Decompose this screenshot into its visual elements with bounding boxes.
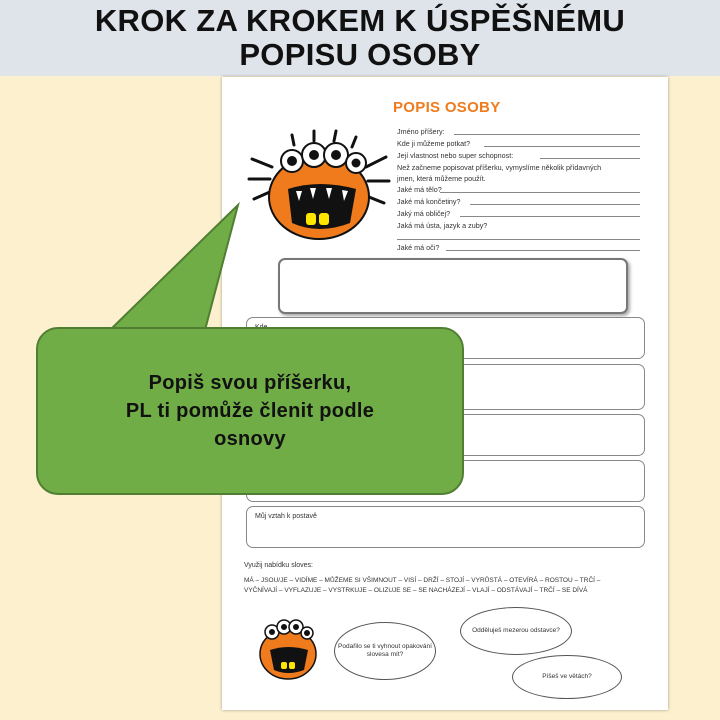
question-limbs: Jaké má končetiny? <box>397 197 461 206</box>
worksheet-title: POPIS OSOBY <box>393 99 501 116</box>
question-adjectives: Než začneme popisovat příšerku, vymyslíme několik přídavných <box>397 163 602 172</box>
verbs-line-1: MÁ – JSOU/JE – VIDÍME – MŮŽEME SI VŠIMNOUT – VISÍ – DRŽÍ – STOJÍ – VYRŮSTÁ – OTEVÍRÁ – ROSTOU – TRČÍ – <box>244 577 601 584</box>
question-where: Kde ji můžeme potkat? <box>397 139 471 148</box>
callout-bubble <box>36 327 464 495</box>
question-adjectives-cont: jmen, která můžeme použít. <box>397 174 486 183</box>
question-superpower: Její vlastnost nebo super schopnost: <box>397 151 514 160</box>
header-title-line2: POPISU OSOBY <box>239 37 481 72</box>
callout-line1: Popiš svou příšerku, <box>148 372 352 394</box>
header-title-line1: KROK ZA KROKEM K ÚSPĚŠNÉMU <box>94 3 626 38</box>
question-eyes: Jaké má oči? <box>397 243 440 252</box>
thought-bubble-sentences: Píšeš ve větách? <box>512 655 622 699</box>
frame-label-last: Můj vztah k postavě <box>255 513 317 520</box>
thought-bubble-repetition: Podařilo se ti vyhnout opakování slovesa mít? <box>334 622 436 680</box>
question-body: Jaké má tělo? <box>397 185 442 194</box>
question-face: Jaký má obličej? <box>397 209 451 218</box>
verbs-label: Využij nabídku sloves: <box>244 562 313 569</box>
callout-line3: osnovy <box>214 428 286 450</box>
question-name: Jméno příšery: <box>397 127 445 136</box>
question-mouth: Jaká má ústa, jazyk a zuby? <box>397 221 488 230</box>
callout-line2: PL ti pomůže členit podle <box>125 400 375 422</box>
verbs-line-2: VYČNÍVAJÍ – VYFLAZUJE – VYSTRKUJE – OLIZUJE SE – SE NACHÁZEJÍ – VLAJÍ – ODSTÁVAJÍ – TRČÍ – SE DÍVÁ <box>244 587 588 594</box>
thought-bubble-paragraphs: Odděluješ mezerou odstavce? <box>460 607 572 655</box>
